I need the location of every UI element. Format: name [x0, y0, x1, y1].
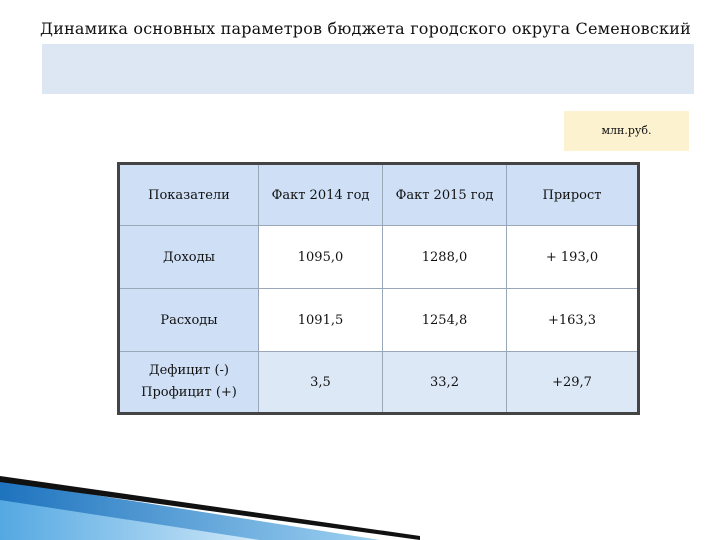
row-label-expenses: Расходы: [119, 289, 259, 352]
cell-expenses-2014: 1091,5: [259, 289, 383, 352]
cell-expenses-growth: +163,3: [507, 289, 639, 352]
table-header-row: [119, 164, 639, 226]
budget-table: [117, 162, 640, 415]
row-label-deficit: Дефицит (-): [149, 363, 229, 378]
title-banner: [42, 44, 694, 94]
page-title: Динамика основных параметров бюджета городского округа Семеновский: [40, 19, 691, 38]
row-label-deficit-surplus: [119, 352, 259, 414]
header-2014: Факт 2014 год: [259, 164, 383, 226]
cell-expenses-2015: 1254,8: [383, 289, 507, 352]
unit-label: млн.руб.: [601, 124, 652, 137]
header-2015: Факт 2015 год: [383, 164, 507, 226]
header-indicators: Показатели: [119, 164, 259, 226]
table-row: [119, 289, 639, 352]
row-label-income: Доходы: [119, 226, 259, 289]
cell-income-2015: 1288,0: [383, 226, 507, 289]
cell-income-growth: + 193,0: [507, 226, 639, 289]
cell-balance-growth: +29,7: [507, 352, 639, 414]
corner-decoration: [0, 440, 420, 540]
table-row: [119, 352, 639, 414]
cell-balance-2015: 33,2: [383, 352, 507, 414]
table-row: [119, 226, 639, 289]
row-label-surplus: Профицит (+): [141, 385, 237, 400]
cell-balance-2014: 3,5: [259, 352, 383, 414]
header-growth: Прирост: [507, 164, 639, 226]
cell-income-2014: 1095,0: [259, 226, 383, 289]
